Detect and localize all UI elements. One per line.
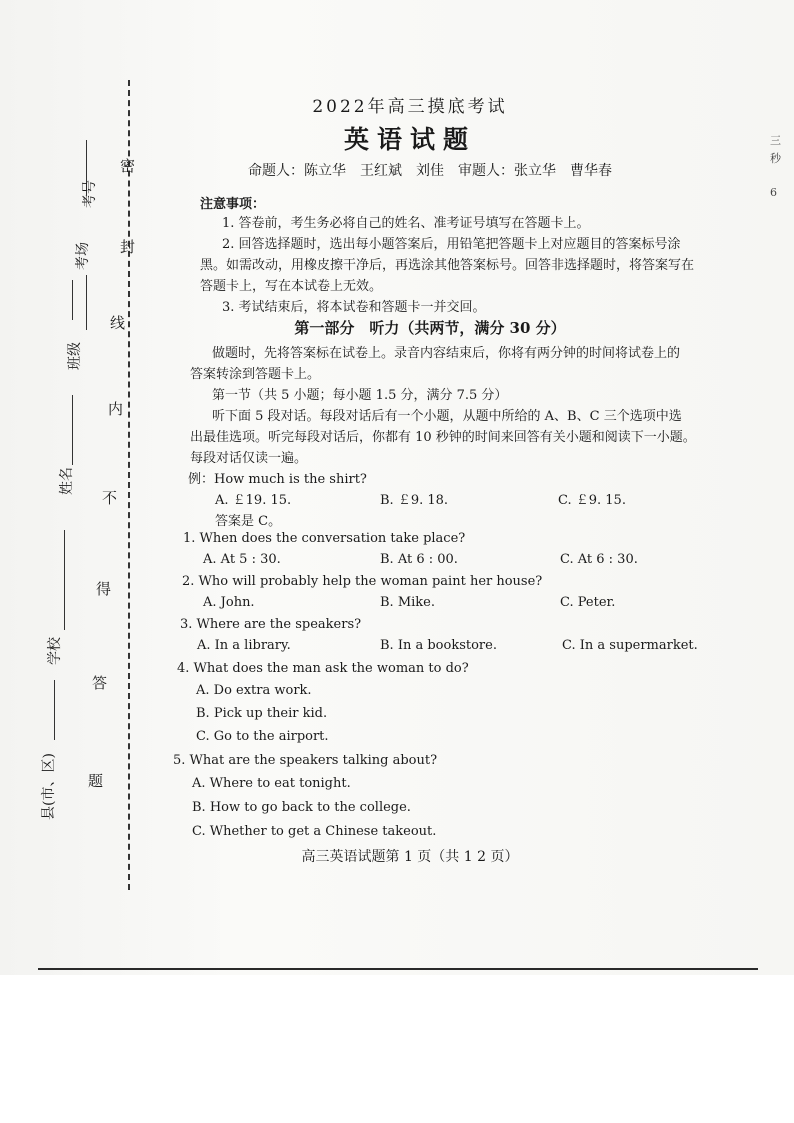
question-2: 2. Who will probably help the woman paint her house? [182,574,543,589]
page-title: 英语试题 [343,125,476,154]
example-option-c: C. ￡9. 15. [558,493,626,508]
question-1: 1. When does the conversation take place? [183,531,466,546]
question-5-option-b: B. How to go back to the college. [192,800,411,815]
label-exam-number: 考号 [82,180,98,208]
note-item: 答题卡上，写在本试卷上无效。 [200,279,383,294]
seal-char: 得 [96,580,112,598]
notes-heading: 注意事项： [200,197,266,212]
fill-line [64,530,65,630]
example-question: 例：How much is the shirt? [188,472,367,487]
label-county: 县(市、区) [41,753,57,820]
question-1-option-b: B. At 6 : 00. [380,552,458,567]
scan-edge-rule [38,968,758,970]
label-name: 姓名 [59,467,75,495]
label-exam-room: 考场 [75,242,91,270]
question-2-option-a: A. John. [203,595,255,610]
question-2-option-c: C. Peter. [560,595,616,610]
note-item: 3. 考试结束后，将本试卷和答题卡一并交回。 [222,300,486,315]
example-option-a: A. ￡19. 15. [215,493,292,508]
label-school: 学校 [47,637,63,665]
note-item: 1. 答卷前，考生务必将自己的姓名、准考证号填写在答题卡上。 [222,216,590,231]
fill-line [72,280,73,320]
seal-char: 密 [120,157,136,175]
bleed-text: 秒 [770,152,781,165]
question-4-option-a: A. Do extra work. [196,683,312,698]
label-class: 班级 [67,342,83,370]
instruction-text: 出最佳选项。听完每段对话后，你都有 10 秒钟的时间来回答有关小题和阅读下一小题。 [190,430,696,445]
part-heading: 第一部分 听力（共两节，满分 30 分） [294,319,566,337]
seal-dashed-line [128,80,130,890]
page-footer: 高三英语试题第 1 页（共 1 2 页） [301,849,519,865]
seal-char: 线 [110,314,126,332]
question-4: 4. What does the man ask the woman to do? [177,661,469,676]
question-2-option-b: B. Mike. [380,595,435,610]
question-3-option-b: B. In a bookstore. [380,638,497,653]
example-option-b: B. ￡9. 18. [380,493,449,508]
instruction-text: 每段对话仅读一遍。 [190,451,308,466]
note-item: 黑。如需改动，用橡皮擦干净后，再选涂其他答案标号。回答非选择题时，将答案写在 [200,258,695,273]
seal-char: 不 [102,489,118,507]
bleed-text: 三 [770,134,781,147]
question-3-option-a: A. In a library. [197,638,291,653]
fill-line [54,680,55,740]
question-1-option-c: C. At 6 : 30. [560,552,638,567]
seal-char: 题 [88,772,104,790]
question-4-option-b: B. Pick up their kid. [196,706,328,721]
section-heading: 第一节（共 5 小题；每小题 1.5 分，满分 7.5 分） [212,388,508,403]
fill-line [86,275,87,330]
seal-char: 答 [92,674,108,692]
question-5-option-a: A. Where to eat tonight. [192,776,351,791]
example-answer: 答案是 C。 [215,514,282,529]
question-4-option-c: C. Go to the airport. [196,729,329,744]
question-3: 3. Where are the speakers? [180,617,362,632]
question-3-option-c: C. In a supermarket. [562,638,698,653]
seal-char: 封 [120,238,136,256]
bleed-text: 6 [770,186,777,199]
intro-text: 做题时，先将答案标在试卷上。录音内容结束后，你将有两分钟的时间将试卷上的 [212,346,681,361]
question-5: 5. What are the speakers talking about? [173,753,438,768]
question-1-option-a: A. At 5 : 30. [203,552,281,567]
setters-line: 命题人：陈立华 王红斌 刘佳 审题人：张立华 曹华春 [248,163,612,179]
exam-title: 2022年高三摸底考试 [312,97,508,117]
question-5-option-c: C. Whether to get a Chinese takeout. [192,824,437,839]
fill-line [72,395,73,465]
seal-char: 内 [108,400,124,418]
note-item: 2. 回答选择题时，选出每小题答案后，用铅笔把答题卡上对应题目的答案标号涂 [222,237,681,252]
intro-text: 答案转涂到答题卡上。 [190,367,321,382]
instruction-text: 听下面 5 段对话。每段对话后有一个小题，从题中所给的 A、B、C 三个选项中选 [212,409,682,424]
